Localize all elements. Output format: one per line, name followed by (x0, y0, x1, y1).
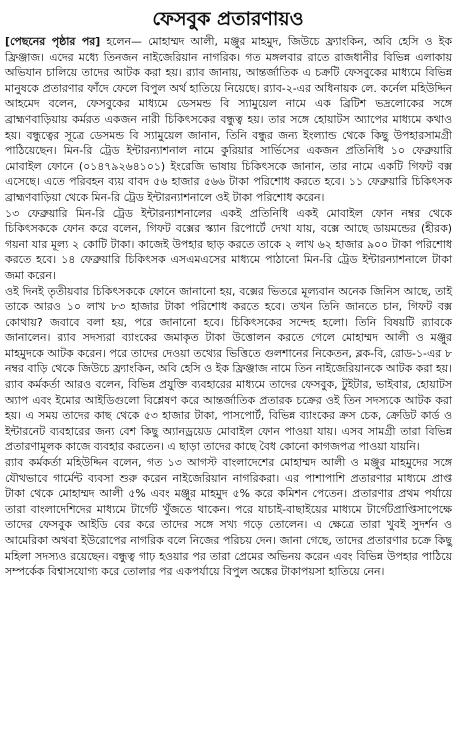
article-paragraph: র‍্যাব কর্মকর্তা মহিউদ্দিন বলেন, গত ১৩ আগস্ট বাংলাদেশের মোহাম্মদ আলী ও মঞ্জুর মাহমুদের সঙ্গে যৌথভাবে গার্মেন্ট ব্যবসা শুরু করেন নাইজেরিয়ান নাগরিকরা। এর পাশাপাশি প্রতারণার মাধ্যমে প্রাপ্ত টাকা থেকে মোহাম্মদ আলী ৫% এবং মঞ্জুর মাহমুদ ৫% করে কমিশন পেতেন। প্রতারণার প্রথম পর্যায়ে তারা বাংলাদেশিদের মাধ্যমে টার্গেট খুঁজতে থাকেন। পরে যাচাই-বাছাইয়ের মাধ্যমে টার্গেটপ্রাপ্তিসাপেক্ষে তাদের ফেসবুক আইডি বের করে তাদের সঙ্গে সখ্য গড়ে তোলেন। এ ক্ষেত্রে তারা খুবই সুদর্শন ও আমেরিকা অথবা ইউরোপের নাগরিক বলে নিজের পরিচয় দেন। জানা গেছে, তাদের প্রতারণার চক্রে কিছু মহিলা সদস্যও রয়েছেন। বন্ধুত্ব গাঢ় হওয়ার পর তারা প্রেমের অভিনয় করেন এবং বিভিন্ন উপহার পাঠিয়ে সম্পর্কেক বিশ্বাসযোগ্য করে তোলার পর একপর্যায়ে বিপুল অঙ্কের টাকাপয়সা হাতিয়ে নেন। (5, 456, 452, 579)
article-paragraph: ওই দিনই তৃতীয়বার চিকিৎসককে ফোনে জানানো হয়, বক্সের ভিতরে মূল্যবান অনেক জিনিস আছে, তাই তাকে আরও ১০ লাখ ৮৩ হাজার টাকা পরিশোধ করতে হবে। তখন তিনি জানতে চান, গিফট বক্স কোথায়? জবাবে বলা হয়, পরে জানানো হবে। চিকিৎসকের সন্দেহ হলো। তিনি বিষয়টি র‍্যাবকে জানালেন। র‍্যাব সদস্যরা ব্যাংকের জমাকৃত টাকা উত্তোলন করতে গেলে মোহাম্মদ আলী ও মঞ্জুর মাহমুদকে আটক করেন। পরে তাদের দেওয়া তথ্যের ভিত্তিতে গুলশানের নিকেতন, ব্লক-বি, রোড-১-এর ৮ নম্বর বাড়ি থেকে জিউচে ফ্র্যাংকিন, অবি হেসি ও ইক ফ্রিঞ্জাজ নামে তিন নাইজেরিয়ানকে আটক করা হয়। র‍্যাব কর্মকর্তা আরও বলেন, বিভিন্ন প্রযুক্তি ব্যবহারের মাধ্যমে তাদের ফেসবুক, টুইটার, ভাইবার, হোয়াটস অ্যাপ এবং ইমোর আইডিগুলো বিশ্লেষণ করে আন্তর্জাতিক প্রতারক চক্রের ওই তিন সদস্যকে আটক করা হয়। এ সময় তাদের কাছ থেকে ৫৩ হাজার টাকা, পাসপোর্ট, বিভিন্ন ব্যাংকের ক্রস চেক, ক্রেডিট কার্ড ও ইন্টারনেট ব্যবহারের জন্য বেশ কিছু অ্যানড্রয়েড মোবাইল ফোন পাওয়া যায়। এসব সামগ্রী তারা বিভিন্ন প্রতারণামূলক কাজে ব্যবহার করতেন। এ ছাড়া তাদের কাছে বৈধ কোনো কাগজপত্র পাওয়া যায়নি। (5, 284, 452, 454)
article-paragraph: ১৩ ফেব্রুয়ারি মিন-রি ট্রেড ইন্টারন্যাশনালের একই প্রতিনিধি একই মোবাইল ফোন নম্বর থেকে চিকিৎসককে ফোন করে বলেন, গিফট বক্সের স্ক্যান রিপোর্টে দেখা যায়, বক্সে আছে ডায়মন্ডের (হীরক) গয়না যার মূল্য ২ কোটি টাকা। কাজেই উপহার ছাড় করতে তাকে ২ লাখ ৬২ হাজার ৯০০ টাকা পরিশোধ করতে হবে। ১৪ ফেব্রুয়ারি চিকিৎসক এসএমএসের মাধ্যমে পাঠানো মিন-রি ট্রেড ইন্টারন্যাশনালে টাকা জমা করেন। (5, 206, 452, 282)
continued-from-back-page-kicker: [পেছনের পৃষ্ঠার পর] (5, 35, 101, 48)
article-body (0, 34, 456, 580)
paragraph-text: হলেন— মোহাম্মদ আলী, মঞ্জুর মাহমুদ, জিউচে ফ্র্যাংকিন, অবি হেসি ও ইক ফ্রিঞ্জাজ। এদের মধ্যে তিনজন নাইজেরিয়ান নাগরিক। গত মঙ্গলবার রাতে রাজধানীর বিভিন্ন এলাকায় অভিযান চালিয়ে তাদের আটক করা হয়। র‍্যাব জানায়, আন্তর্জাতিক এ চক্রটি ফেসবুকের মাধ্যমে বিভিন্ন মানুষকে প্রতারণার ফাঁদে ফেলে বিপুল অর্থ হাতিয়ে নিয়েছে। র‍্যাব-২-এর অধিনায়ক লে. কর্নেল মহিউদ্দিন আহমেদ বলেন, ফেসবুকের মাধ্যমে ডেসমন্ড বি স্যামুয়েল নামে এক ব্রিটিশ ভদ্রলোকের সঙ্গে ব্রাহ্মণবাড়িয়ায় কর্মরত একজন নারী চিকিৎসকের বন্ধুত্ব হয়। তার সঙ্গে হোয়াটস অ্যাপের মাধ্যমে কথাও হয়। বন্ধুত্বের সূত্রে ডেসমন্ড বি স্যামুয়েল জানান, তিনি বন্ধুর জন্য ইংল্যান্ড থেকে কিছু উপহারসামগ্রী পাঠিয়েছেন। মিন-রি ট্রেড ইন্টারন্যাশনাল নামে কুরিয়ার সার্ভিসের একজন প্রতিনিধি ১০ ফেব্রুয়ারি মোবাইল ফোনে (০১৪৭৯২৬৪১০১) ইংরেজি ভাষায় চিকিৎসকে জানান, তার নামে একটি গিফট বক্স এসেছে। এতে পরিবহন ব্যয় বাবদ ৫৬ হাজার ৫৬৬ টাকা পরিশোধ করতে হবে। ১১ ফেব্রুয়ারি চিকিৎসক ব্রাহ্মণবাড়িয়া থেকে মিন-রি ট্রেড ইন্টারন্যাশনালে ওই টাকা পরিশোধ করেন। (5, 35, 452, 204)
article-headline: ফেসবুক প্রতারণায়ও (152, 8, 304, 30)
article-paragraph (5, 34, 452, 206)
